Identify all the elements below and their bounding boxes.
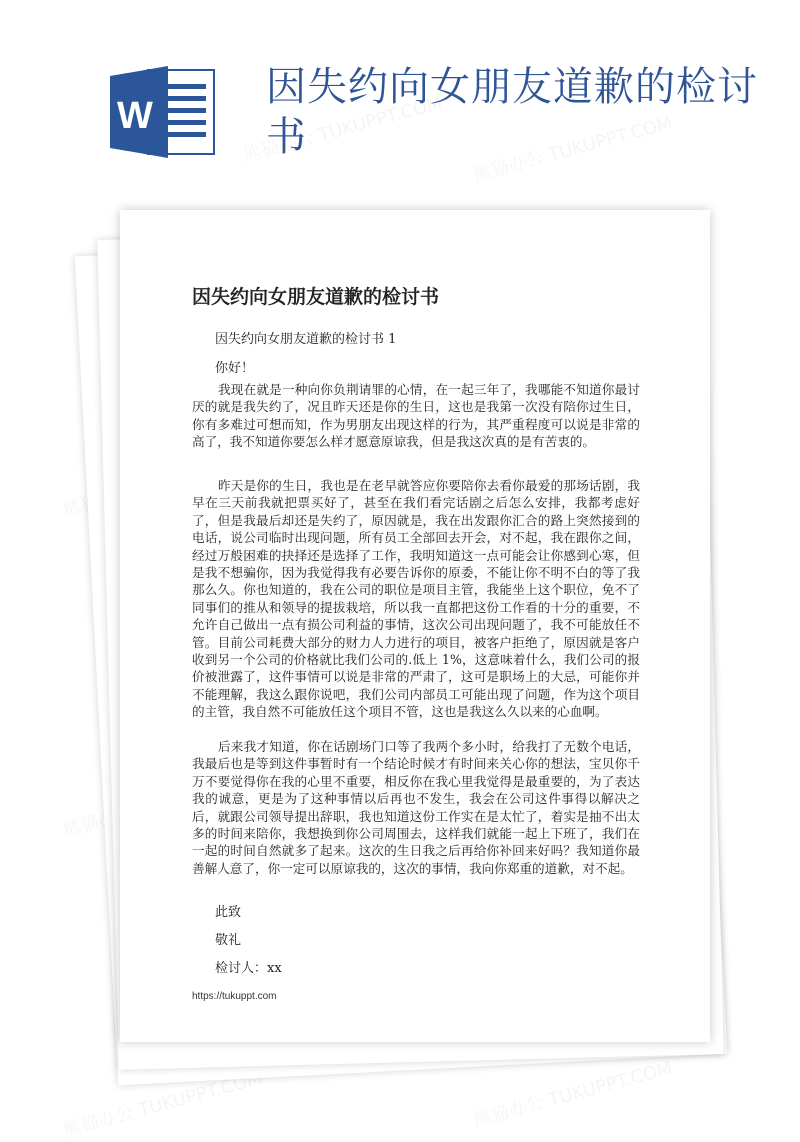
page-title: 因失约向女朋友道歉的检讨书 [266,64,758,160]
paragraph: 昨天是你的生日，我也是在老早就答应你要陪你去看你最爱的那场话剧，我早在三天前我就把票买好了，甚至在我们看完话剧之后怎么安排，我都考虑好了，但是我最后却还是失约了，原因就是，我在出发跟你汇合的路上突然接到的电话，说公司临时出现问题，所有员工全部回去开会，对不起，我在跟你之间，经过万般困难的抉择还是选择了工作，我明知道这一点可能会让你感到心寒，但是我不想骗你，因为我觉得我有必要告诉你的原委，不能让你不明不白的等了我那么久。你也知道的，我在公司的职位是项目主管，我能坐上这个职位，免不了同事们的推从和领导的提拔栽培，所以我一直都把这份工作看的十分的重要，不允许自己做出一点有损公司利益的事情，这次公司出现问题了，我不可能放任不管。目前公司耗费大部分的财力人力进行的项目，被客户拒绝了，原因就是客户收到另一个公司的价格就比我们公司的.低上 1%，这意味着什么，我们公司的报价被泄露了，这件事情可以说是非常的严肃了，这可是职场上的大忌，可能你并不能理解，我这么跟你说吧，我们公司内部员工可能出现了问题，作为这个项目的主管，我自然不可能放任这个项目不管，这也是我这么久以来的心血啊。 [192,478,640,720]
closing-salutation: 此致 [215,905,242,920]
paragraph: 后来我才知道，你在话剧场门口等了我两个多小时，给我打了无数个电话，我最后也是等到这件事暂时有一个结论时候才有时间来关心你的想法，宝贝你千万不要觉得你在我的心里不重要，相反你在我心里我觉得是最重要的，为了表达我的诚意，更是为了这种事情以后再也不发生，我会在公司这件事得以解决之后，就跟公司领导提出辞职，我也知道这份工作实在是太忙了，着实是抽不出太多的时间来陪你，我想换到你公司周围去，这样我们就能一起上下班了，我们在一起的时间自然就多了起来。这次的生日我之后再给你补回来好吗？我知道你最善解人意了，你一定可以原谅我的，这次的事情，我向你郑重的道歉，对不起。 [192,739,640,876]
watermark [470,1054,675,1132]
closing-regards: 敬礼 [215,933,242,948]
greeting: 你好！ [215,361,255,376]
header [0,0,800,230]
paragraph: 我现在就是一种向你负荆请罪的心情，在一起三年了，我哪能不知道你最讨厌的就是我失约了，况且昨天还是你的生日，这也是我第一次没有陪你过生日，你有多难过可想而知，作为男朋友出现这样的行为，其严重程度可以说是非常的高了，我不知道你要怎么样才愿意原谅我，但是我这次真的是有苦衷的。 [192,382,640,450]
signature: 检讨人：xx [215,961,282,976]
source-url: https://tukuppt.com [192,991,277,1002]
document-title: 因失约向女朋友道歉的检讨书 [192,286,440,308]
document-subtitle: 因失约向女朋友道歉的检讨书 1 [215,332,397,347]
svg-text:W: W [117,95,153,137]
word-document-icon [110,62,220,162]
